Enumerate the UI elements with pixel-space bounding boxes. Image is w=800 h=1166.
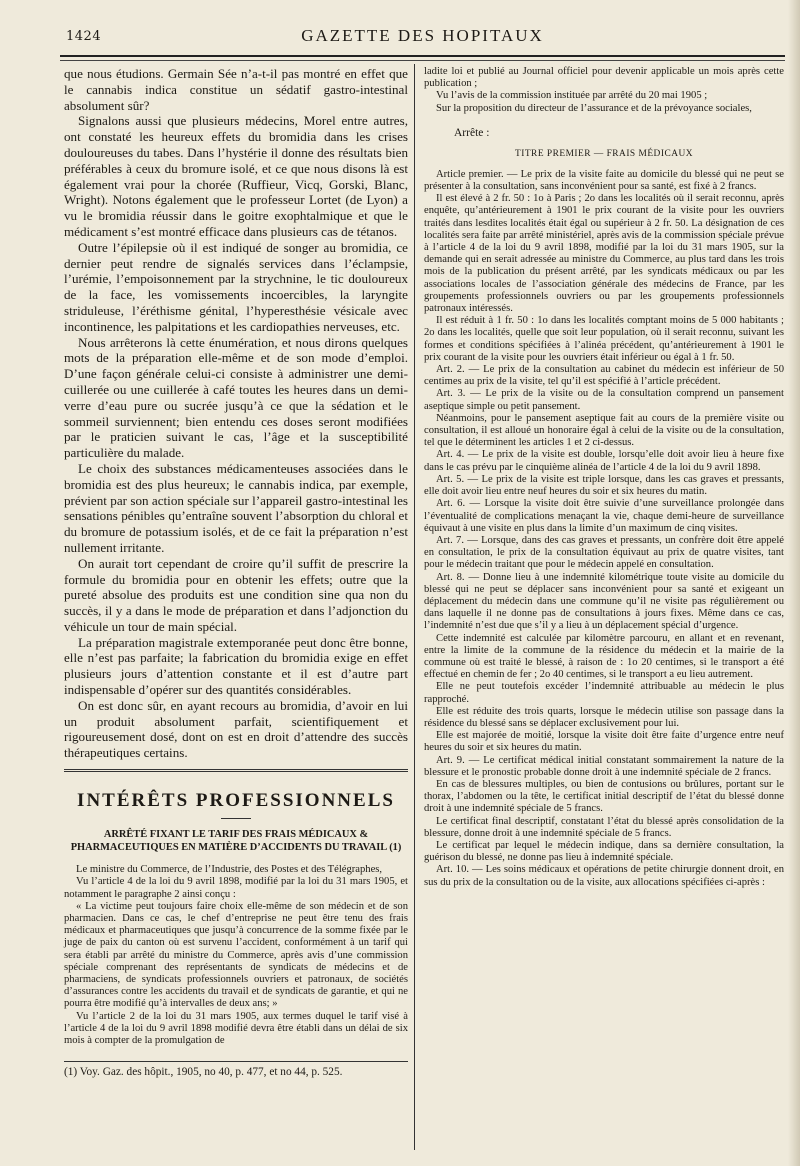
page-edge-shading (788, 0, 800, 1166)
article-paragraph: Art. 3. — Le prix de la visite ou de la consultation comprend un pansement aseptique simple ou petit pansement. (424, 388, 784, 412)
page-number: 1424 (66, 29, 102, 44)
header-rule (60, 55, 785, 57)
paragraph: Vu l’avis de la commission instituée par arrêté du 20 mai 1905 ; (436, 90, 708, 102)
page-header (60, 20, 785, 52)
arrete-heading: Arrête : (454, 126, 490, 139)
article-paragraph: Elle est majorée de moitié, lorsque la visite doit être faite d’urgence entre neuf heures du soir et six heures du matin. (424, 730, 784, 754)
right-column (424, 66, 784, 889)
paragraph: La préparation magistrale extemporanée peut donc être bonne, elle n’est pas parfaite; la fabrication du bromidia exige en effet plusieurs jours d’attention constante et il est d’autre part indispensable d’opérer sur des quantités considérables. (64, 634, 408, 698)
article-paragraph: Art. 2. — Le prix de la consultation au cabinet du médecin est inférieur de 50 centimes au prix de la visite, tel qu’il est spécifié à l’article précédent. (424, 364, 784, 388)
article-paragraph: Elle est réduite des trois quarts, lorsque le médecin utilise son passage dans la résidence du blessé sans se déplacer exclusivement pour lui. (424, 705, 784, 729)
paragraph: « La victime peut toujours faire choix elle-même de son médecin et de son pharmacien. Dans ce cas, le chef d’entreprise ne peut être tenu des frais médicaux et pharmaceutiques que jusqu’à concurrence de la somme fixée par le juge de paix du canton où est survenu l’accident, conformément à un tarif qui sera établi par arrêté du ministre du Commerce, après avis d’une commission spéciale comprenant des représentants de syndicats de médecins et de pharmaciens, de syndicats professionnels ouvriers et patronaux, de sociétés d’assurances contre les accidents du travail et de syndicats de garantie, et qui ne pourra être modifié qu’à intervalles de deux ans; » (64, 900, 408, 1010)
footnote: (1) Voy. Gaz. des hôpit., 1905, no 40, p. 477, et no 44, p. 525. (64, 1066, 343, 1079)
paragraph: On est donc sûr, en ayant recours au bromidia, d’avoir en lui un produit absolument parfait, scientifiquement et rigoureusement dosé, dont on est en droit d’attendre des succès thérapeutiques certains. (64, 697, 408, 761)
article-paragraph: Le certificat final descriptif, constatant l’état du blessé après consolidation de la blessure, donne droit à une indemnité spéciale de 5 francs. (424, 815, 784, 839)
article-paragraph: Art. 9. — Le certificat médical initial constatant sommairement la nature de la blessure et le pronostic probable donne droit à une indemnité spéciale de 2 francs. (424, 754, 784, 778)
article-paragraph: Art. 4. — Le prix de la visite est double, lorsqu’elle doit avoir lieu à heure fixe dans le cas prévu par le cinquième alinéa de l’article 4 de la loi du 9 avril 1898. (424, 449, 784, 473)
running-title: GAZETTE DES HOPITAUX (301, 26, 544, 45)
article-paragraph: Art. 10. — Les soins médicaux et opérations de petite chirurgie donnent droit, en sus du prix de la consultation ou de la visite, aux allocations spécifiées ci-après : (424, 864, 784, 888)
article-title: ARRÊTÉ FIXANT LE TARIF DES FRAIS MÉDICAUX & PHARMACEUTIQUES EN MATIÈRE D’ACCIDENTS DU TRAVAIL (1) (70, 829, 402, 853)
paragraph: Outre l’épilepsie où il est indiqué de songer au bromidia, ce dernier peut rendre de signalés services dans l’éclampsie, l’urémie, l’empoisonnement par la strychnine, le tic douloureux de la face, les vomissements incoercibles, la laryngite striduleuse, l’éréthisme génital, l’hyperesthésie vésicale avec incontinence, les palpitations et les cardiopathies nerveuses, etc. (64, 239, 408, 334)
title-rule (221, 818, 251, 819)
section-separator (64, 769, 408, 772)
article-paragraph: Cette indemnité est calculée par kilomètre parcouru, en allant et en revenant, entre la limite de la commune de la résidence du médecin et la mairie de la commune où est traité le blessé, à raison de : 1o 20 centimes, si le transport a été effectué en chemin de fer ; 2o 40 centimes, si le transport a eu lieu autrement. (424, 632, 784, 681)
left-column (64, 66, 408, 1079)
paragraph: Signalons aussi que plusieurs médecins, Morel entre autres, ont constaté les heureux effets du bromidia dans les crises douloureuses du tabes. Dans l’hystérie il donne des résultats bien préférables à ceux du bromure isolé, et ce que nous disons là est également vrai pour la chorée (Ruffieur, Vicq, Gorski, Blanc, Wright). Notons également que le professeur Lortet (de Lyon) a vu le bromidia réussir dans le goitre exophtalmique et que le médicament s’est montré efficace dans plusieurs cas de tétanos. (64, 113, 408, 239)
paragraph: Vu l’article 2 de la loi du 31 mars 1905, aux termes duquel le tarif visé à l’article 4 de la loi du 9 avril 1898 modifié devra être établi dans un délai de six mois à compter de la promulgation de (64, 1010, 408, 1047)
article-paragraph: Il est élevé à 2 fr. 50 : 1o à Paris ; 2o dans les localités où il serait reconnu, après enquête, qu’antérieurement à 1901 le prix courant de la visite pour les ouvriers traités dans lesdites localités était égal ou supérieur à 2 fr. 50. La désignation de ces localités sera faite par arrêté ministériel, après avis de la commission spéciale prévue à l’article 4 de la loi du 9 avril 1898, modifié par la loi du 31 mars 1905, sur la demande qui en serait adressée au ministre du Commerce, au plus tard dans les trois mois de la publication du présent arrêté, par les syndicats médicaux ou par les associations locales de l’association générale des médecins de France, par les groupements professionnels ouvriers ou par les groupements professionnels patronaux intéressés. (424, 193, 784, 315)
article-paragraph: Néanmoins, pour le pansement aseptique fait au cours de la première visite ou consultation, il est alloué un honoraire égal à celui de la visite ou de la consultation, tel que le déterminent les articles 1 et 2 ci-dessus. (424, 412, 784, 449)
article-paragraph: En cas de blessures multiples, ou bien de contusions ou brûlures, portant sur le thorax, l’abdomen ou la tête, le certificat initial descriptif de l’état du blessé donne droit à une indemnité spéciale de 5 francs. (424, 778, 784, 815)
titre-heading: TITRE PREMIER — FRAIS MÉDICAUX (514, 148, 694, 159)
column-divider (414, 64, 415, 1150)
article-paragraph: Art. 5. — Le prix de la visite est triple lorsque, dans les cas graves et pressants, elle doit avoir lieu entre neuf heures du soir et six heures du matin. (424, 473, 784, 498)
article-paragraph: Art. 6. — Lorsque la visite doit être suivie d’une surveillance prolongée dans l’éventualité de complications menaçant la vie, chaque demi-heure de surveillance équivaut à une visite en plus dans la limite d’un maximum de cinq visites. (424, 498, 784, 534)
section-title: INTÉRÊTS PROFESSIONNELS (77, 790, 395, 812)
article-paragraph: Elle ne peut toutefois excéder l’indemnité attribuable au médecin le plus rapproché. (424, 681, 784, 705)
article-paragraph: Le certificat par lequel le médecin indique, dans sa dernière consultation, la guérison du blessé, ne donne pas lieu à indemnité spéciale. (424, 839, 784, 864)
footnote-rule (64, 1061, 408, 1062)
paragraph: Sur la proposition du directeur de l’assurance et de la prévoyance sociales, (436, 102, 752, 114)
paragraph: Nous arrêterons là cette énumération, et nous dirons quelques mots de la préparation elle-même et de son mode d’emploi. D’une façon générale celui-ci consiste à administrer une demi-cuillerée ou une cuillerée à café toutes les heures dans un demi-verre d’eau pure ou sucrée jusqu’à ce que la sédation et le sommeil surviennent; bien entendu ces doses seront modifiées par le praticien suivant le cas, l’âge et la susceptibilité particulière du malade. (64, 334, 408, 461)
paragraph: Le choix des substances médicamenteuses associées dans le bromidia est des plus heureux; le cannabis indica, par exemple, prévient par son action spéciale sur l’appareil gastro-intestinal les sensations pénibles qu’entraîne souvent l’absorption du chloral et du bromure de potassium isolés, et de ce fait la préparation n’est nullement irritante. (64, 460, 408, 555)
article-paragraph: Art. 7. — Lorsque, dans des cas graves et pressants, un confrère doit être appelé en consultation, le prix de la consultation équivaut au prix de quatre visites, tant pour le médecin traitant que pour le médecin appelé en consultation. (424, 534, 784, 571)
paragraph: que nous étudions. Germain Sée n’a-t-il pas montré en effet que le cannabis indica constitue un sédatif gastro-intestinal absolument sûr? (64, 66, 408, 113)
paragraph: Vu l’article 4 de la loi du 9 avril 1898, modifié par la loi du 31 mars 1905, et notamment le paragraphe 2 ainsi conçu : (64, 876, 408, 900)
article-paragraph: Article premier. — Le prix de la visite faite au domicile du blessé qui ne peut se présenter à la consultation, sans inconvénient pour sa santé, est fixé à 2 francs. (424, 168, 784, 193)
paragraph: ladite loi et publié au Journal officiel pour devenir applicable un mois après cette publication ; (424, 66, 784, 90)
paragraph: On aurait tort cependant de croire qu’il suffit de prescrire la formule du bromidia pour en obtenir les effets; outre que la pureté absolue des produits est une condition sine qua non du succès, il y a dans le mode de préparation et dans l’adjonction du véhicule un tour de main spécial. (64, 555, 408, 634)
article-paragraph: Il est réduit à 1 fr. 50 : 1o dans les localités comptant moins de 5 000 habitants ; 2o dans les localités, quelle que soit leur population, où il serait reconnu, suivant les formes et conditions spécifiées à l’alinéa précédent, qu’antérieurement à 1901 le prix courant de la visite pour les ouvriers était inférieur ou égal à 1 fr. 50. (424, 315, 784, 363)
paragraph: Le ministre du Commerce, de l’Industrie, des Postes et des Télégraphes, (76, 864, 383, 876)
article-paragraph: Art. 8. — Donne lieu à une indemnité kilométrique toute visite au domicile du blessé qui ne peut se déplacer sans inconvénient pour sa santé et exigeant un déplacement du médecin dans une commune qu’il ne visite pas régulièrement ou dans laquelle il ne donne pas de consultations à jours fixes. Même dans ce cas, l’indemnité n’est due que s’il y a lieu à un déplacement spécial d’urgence. (424, 571, 784, 632)
header-rule-thin (60, 60, 785, 61)
